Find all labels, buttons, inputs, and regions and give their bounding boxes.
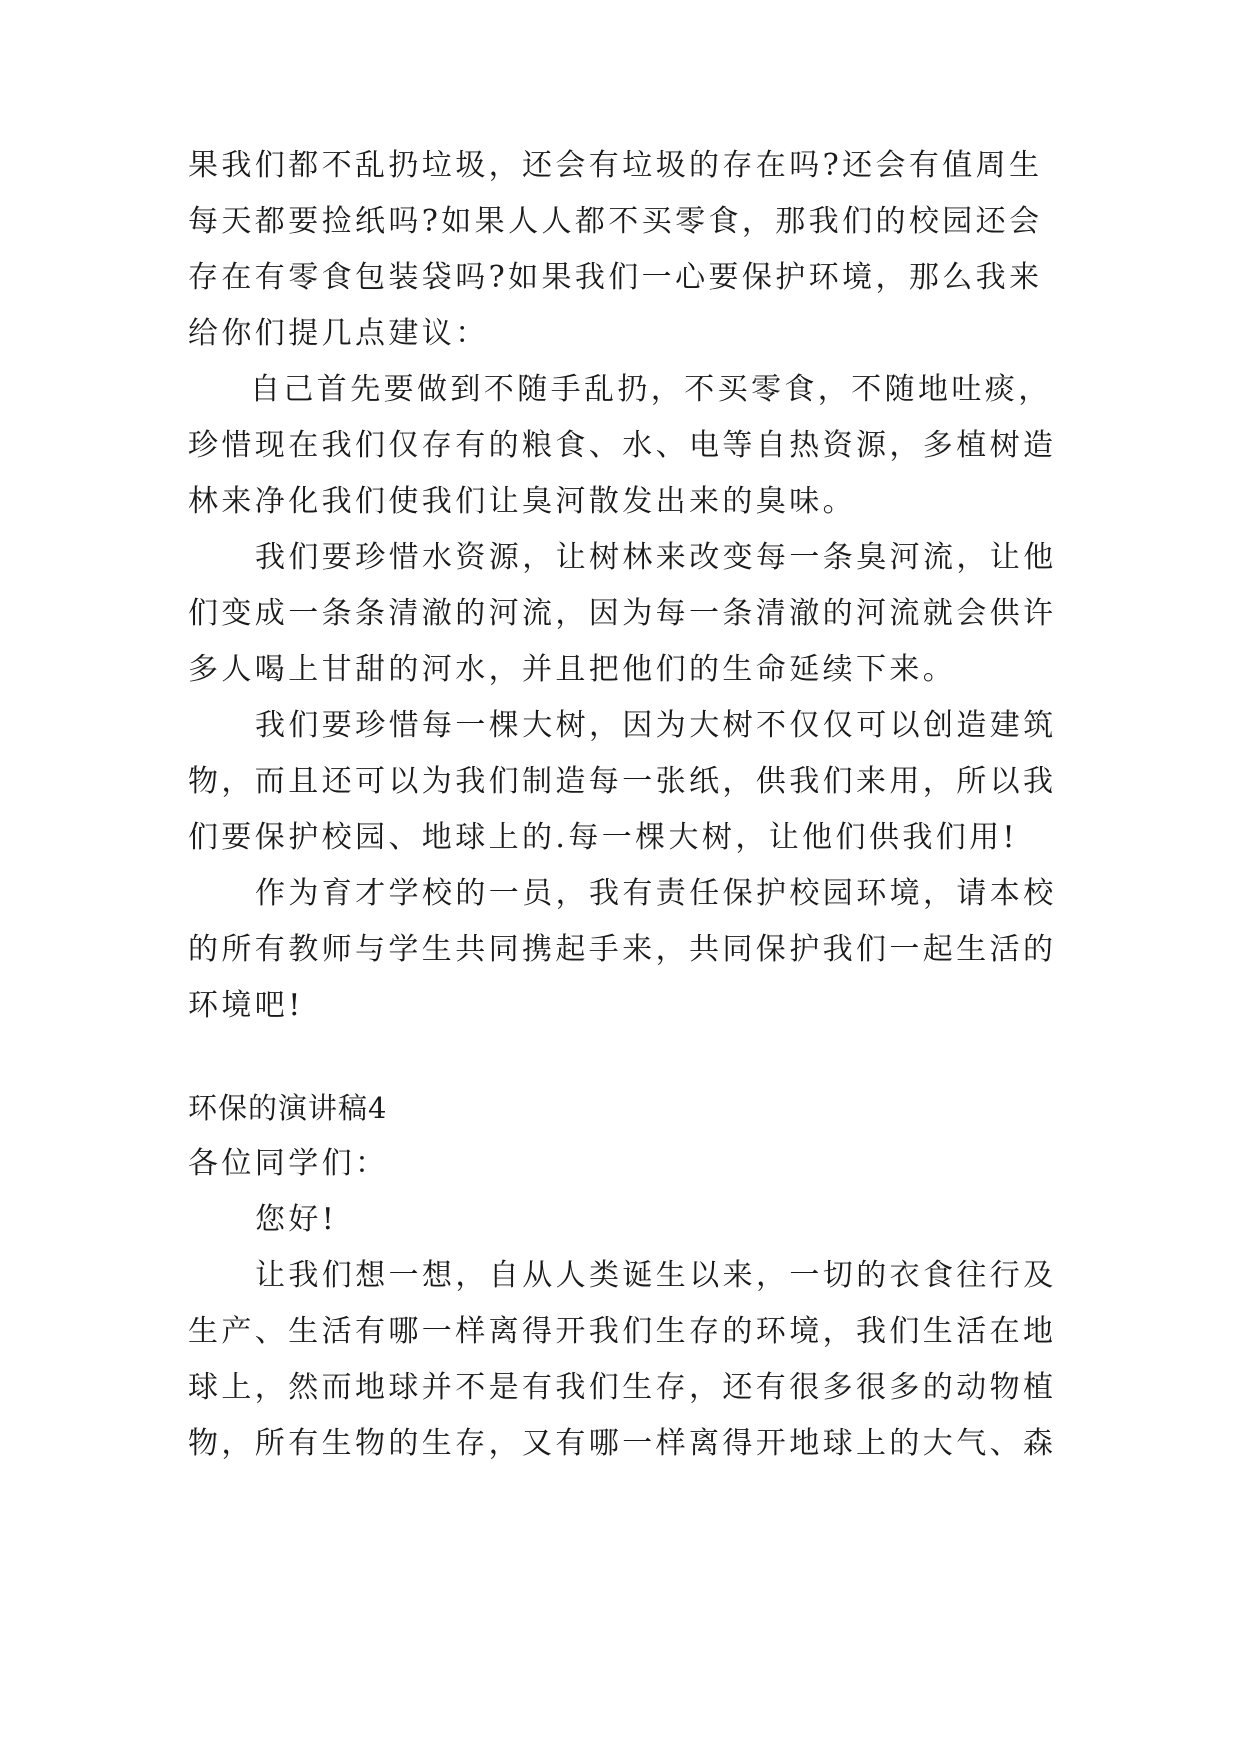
text-line: 多人喝上甘甜的河水，并且把他们的生命延续下来。 xyxy=(188,652,957,687)
text-line: 给你们提几点建议： xyxy=(188,316,489,351)
text-line: 每天都要捡纸吗?如果人人都不买零食，那我们的校园还会 xyxy=(188,204,1043,239)
text-line: 球上，然而地球并不是有我们生存，还有很多很多的动物植 xyxy=(188,1370,1057,1405)
text-line: 物，所有生物的生存，又有哪一样离得开地球上的大气、森 xyxy=(188,1426,1057,1461)
salutation: 各位同学们： xyxy=(188,1146,389,1181)
text-line: 林来净化我们使我们让臭河散发出来的臭味。 xyxy=(188,484,856,519)
text-line: 生产、生活有哪一样离得开我们生存的环境，我们生活在地 xyxy=(188,1314,1057,1349)
text-line: 物，而且还可以为我们制造每一张纸，供我们来用，所以我 xyxy=(188,764,1057,799)
text-line: 们要保护校园、地球上的.每一棵大树，让他们供我们用! xyxy=(188,820,1018,855)
paragraph-first-line: 让我们想一想，自从人类诞生以来，一切的衣食往行及 xyxy=(255,1258,1057,1293)
paragraph-first-line: 我们要珍惜水资源，让树林来改变每一条臭河流，让他 xyxy=(255,540,1057,575)
text-line: 果我们都不乱扔垃圾，还会有垃圾的存在吗?还会有值周生 xyxy=(188,148,1043,183)
paragraph-first-line: 作为育才学校的一员，我有责任保护校园环境，请本校 xyxy=(255,876,1057,911)
text-line: 的所有教师与学生共同携起手来，共同保护我们一起生活的 xyxy=(188,932,1057,967)
text-line: 环境吧! xyxy=(188,988,304,1023)
greeting: 您好! xyxy=(255,1202,338,1237)
text-line: 们变成一条条清澈的河流，因为每一条清澈的河流就会供许 xyxy=(188,596,1057,631)
paragraph-first-line: 我们要珍惜每一棵大树，因为大树不仅仅可以创造建筑 xyxy=(255,708,1057,743)
paragraph-first-line: 自己首先要做到不随手乱扔，不买零食，不随地吐痰， xyxy=(250,372,1052,407)
section-title: 环保的演讲稿4 xyxy=(188,1091,388,1125)
text-line: 珍惜现在我们仅存有的粮食、水、电等自热资源，多植树造 xyxy=(188,428,1057,463)
text-line: 存在有零食包装袋吗?如果我们一心要保护环境，那么我来 xyxy=(188,260,1043,295)
